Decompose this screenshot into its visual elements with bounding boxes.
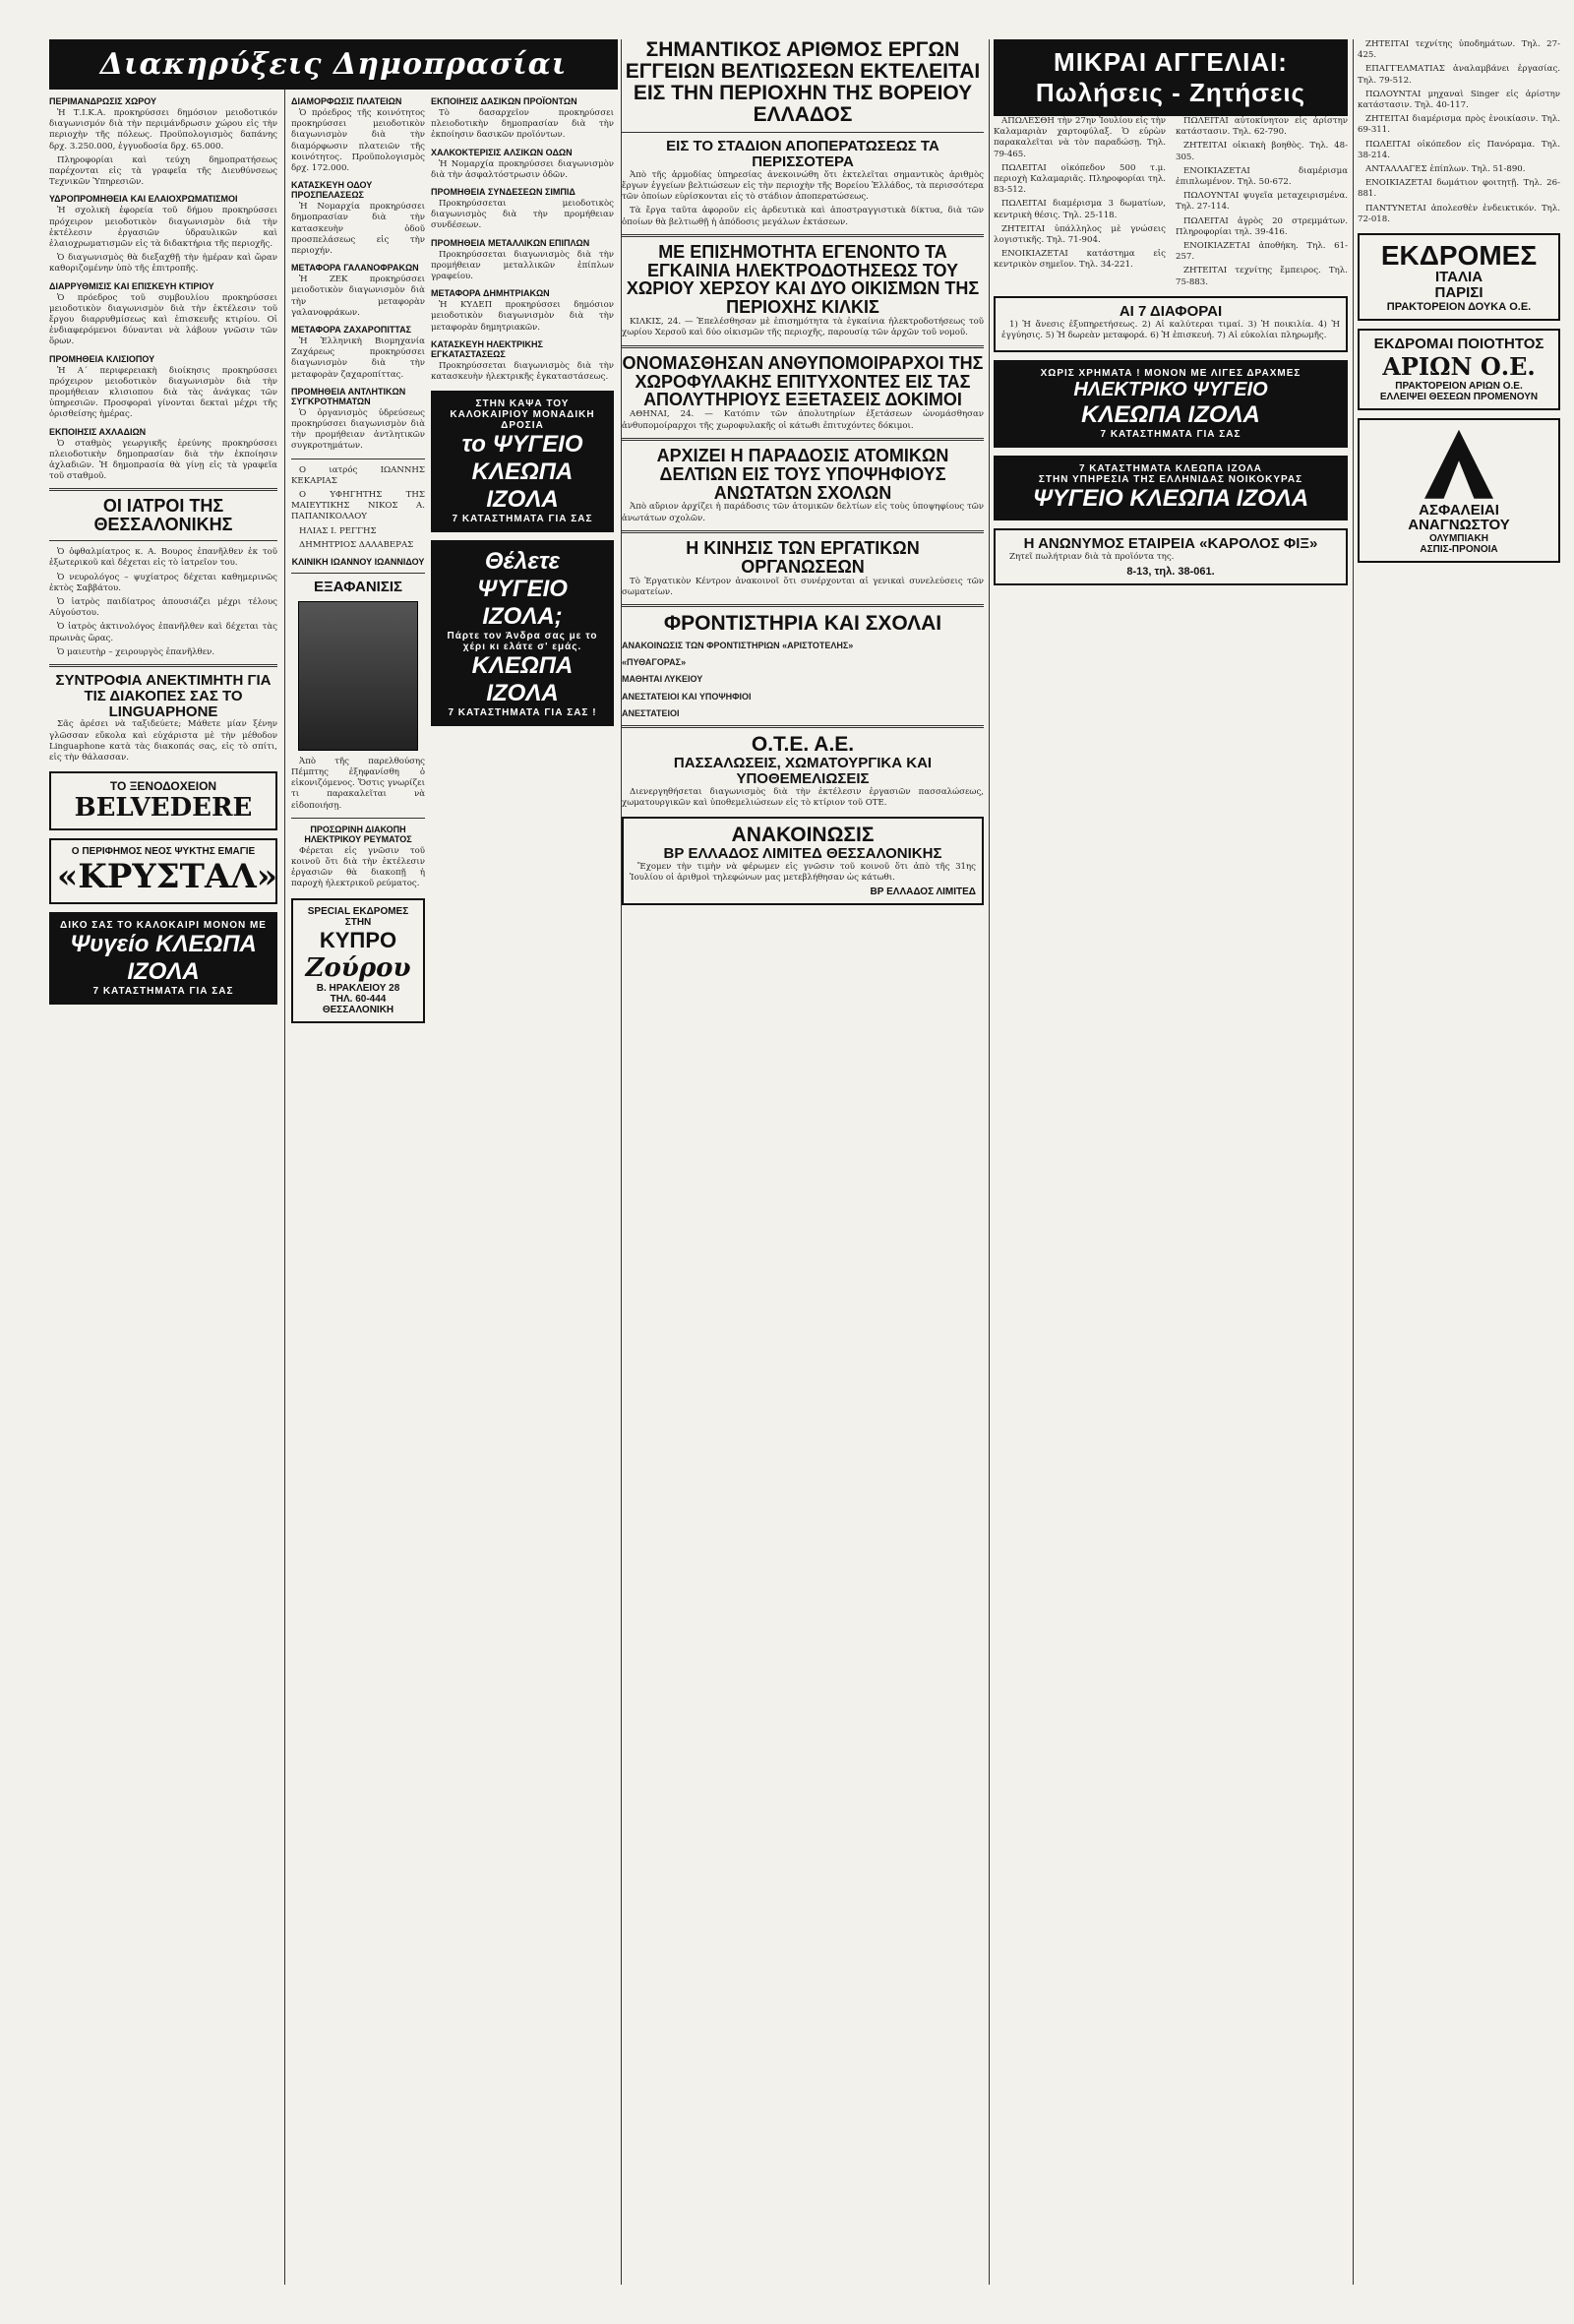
- body-text-block: Ἡ σχολικὴ ἐφορεία τοῦ δήμου προκηρύσσει πρόχειρον μειοδοτικὸν διαγωνισμὸν διὰ τὴν ἐκτέλεσιν ἐργασιῶν ὑδραυλικῶν καὶ ἐλαιοχρωματισμῶν εἰς τὰ διδακτήρια τῆς περιοχῆς. Ὁ διαγωνισμὸς θὰ διεξαχθῇ τὴν ἡμέραν καὶ ὥραν καθοριζομένην ὑπὸ τῆς ἐπιτροπῆς.: [49, 206, 277, 275]
- classifieds-list: ΑΠΩΛΕΣΘΗ τὴν 27ην Ἰουλίου εἰς τὴν Καλαμαριὰν χαρτοφύλαξ. Ὁ εὑρὼν παρακαλεῖται νὰ τὸν παραδώσῃ. Τηλ. 79-465. ΠΩΛΕΙΤΑΙ οἰκόπεδον 500 τ.μ. περιοχὴ Καλαμαριᾶς. Πληροφορίαι τηλ. 83-512. ΠΩΛΕΙΤΑΙ διαμέρισμα 3 δωματίων, κεντρικὴ θέσις. Τηλ. 25-118. ΖΗΤΕΙΤΑΙ ὑπάλληλος μὲ γνώσεις λογιστικῆς. Τηλ. 71-904. ΕΝΟΙΚΙΑΖΕΤΑΙ κατάστημα εἰς κεντρικὸν σημεῖον. Τηλ. 34-221. ΠΩΛΕΙΤΑΙ αὐτοκίνητον εἰς ἀρίστην κατάστασιν. Τηλ. 62-790. ΖΗΤΕΙΤΑΙ οἰκιακὴ βοηθὸς. Τηλ. 48-305. ΕΝΟΙΚΙΑΖΕΤΑΙ διαμέρισμα ἐπιπλωμένον. Τηλ. 50-672. ΠΩΛΟΥΝΤΑΙ ψυγεῖα μεταχειρισμένα. Τηλ. 27-114. ΠΩΛΕΙΤΑΙ ἀγρὸς 20 στρεμμάτων. Πληροφορίαι τηλ. 39-416. ΕΝΟΙΚΙΑΖΕΤΑΙ ἀποθήκη. Τηλ. 61-257. ΖΗΤΕΙΤΑΙ τεχνίτης ἔμπειρος. Τηλ. 75-883.: [994, 116, 1348, 287]
- item-title: ΠΕΡΙΜΑΝΔΡΩΣΙΣ ΧΩΡΟΥ: [49, 96, 156, 106]
- column-4-news: [622, 39, 984, 2285]
- item-title: ΠΡΟΜΗΘΕΙΑ ΚΛΙΣΙΟΠΟΥ: [49, 353, 155, 364]
- announcement-subtitle: ΒΡ ΕΛΛΑΔΟΣ ΛΙΜΙΤΕΔ ΘΕΣΣΑΛΟΝΙΚΗΣ: [663, 845, 942, 863]
- body-text-block: Ὁ πρόεδρος τοῦ συμβουλίου προκηρύσσει μειοδοτικὸν διαγωνισμὸν διὰ τὴν ἐκτέλεσιν τοῦ ἔργου διαρρυθμίσεως καὶ ἐπισκευῆς κτιρίου. Οἱ ἐνδιαφερόμενοι δύνανται νὰ λάβουν γνῶσιν τῶν ὅρων.: [49, 292, 277, 347]
- body-text-block: Φέρεται εἰς γνῶσιν τοῦ κοινοῦ ὅτι διὰ τὴν ἐκτέλεσιν ἐργασιῶν θὰ διακοπῇ ἡ παροχὴ ἠλεκτρικοῦ ρεύματος.: [291, 845, 425, 889]
- kleopa-ad-headline: ΗΛΕΚΤΡΙΚΟ ΨΥΓΕΙΟ: [1073, 379, 1268, 400]
- notice-title: Η ΑΝΩΝΥΜΟΣ ΕΤΑΙΡΕΙΑ «ΚΑΡΟΛΟΣ ΦΙΞ»: [1023, 535, 1318, 552]
- anagnostou-logo-icon: [1424, 430, 1493, 499]
- doctor-entry: ΗΛΙΑΣ Ι. ΡΕΓΓΗΣ: [299, 525, 377, 536]
- kleopa-ad-line: 7 ΚΑΤΑΣΤΗΜΑΤΑ ΓΙΑ ΣΑΣ: [92, 986, 234, 998]
- item-title: ΕΚΠΟΙΗΣΙΣ ΔΑΣΙΚΩΝ ΠΡΟΪΟΝΤΩΝ: [431, 96, 577, 106]
- column-6: [1358, 39, 1560, 2285]
- article-body: Ἀπὸ αὔριον ἀρχίζει ἡ παράδοσις τῶν ἀτομικῶν δελτίων εἰς τοὺς ὑποψηφίους τῶν ἀνωτάτων σχολῶν.: [622, 502, 984, 523]
- school-title: «ΠΥΘΑΓΟΡΑΣ»: [622, 657, 687, 668]
- divider: [291, 573, 425, 574]
- bp-announcement: [622, 817, 984, 905]
- item-title: ΜΕΤΑΦΟΡΑ ΓΑΛΑΝΟΦΡΑΚΩΝ: [291, 263, 419, 274]
- divider: [622, 604, 984, 607]
- item-title: ΠΡΟΜΗΘΕΙΑ ΣΥΝΔΕΣΕΩΝ ΣΙΜΠΙΔ: [431, 187, 575, 198]
- body-text-block: Ἡ Νομαρχία προκηρύσσει δημοπρασίαν διὰ τὴν κατασκευὴν ὁδοῦ προσπελάσεως εἰς τὴν περιοχήν.: [291, 202, 425, 257]
- schools-listing: [622, 641, 984, 719]
- headline: ΟΝΟΜΑΣΘΗΣΑΝ ΑΝΘΥΠΟΜΟΙΡΑΡΧΟΙ ΤΗΣ ΧΩΡΟΦΥΛΑΚΗΣ ΕΠΙΤΥΧΟΝΤΕΣ ΕΙΣ ΤΑΣ ΑΠΟΛΥΤΗΡΙΟΥΣ ΕΞΕΤΑΣΕΙΣ ΔΟΚΙΜΟΙ: [622, 352, 984, 410]
- article-body: Ἀπὸ τῆς ἁρμοδίας ὑπηρεσίας ἀνεκοινώθη ὅτι ἐκτελεῖται σημαντικὸς ἀριθμὸς ἔργων ἐγγείων βελτιώσεων εἰς τὴν περιοχὴν τῆς Βορείου Ἑλλάδος, τὰ περισσότερα τῶν ὁποίων εὑρίσκονται εἰς τὸ στάδιον ἀποπερατώσεως. Τὰ ἔργα ταῦτα ἀφοροῦν εἰς ἀρδευτικὰ καὶ ἀποστραγγιστικὰ δίκτυα, διὰ τῶν ὁποίων θὰ βελτιωθῇ ἡ ἀπόδοσις μεγάλων ἐκτάσεων.: [622, 169, 984, 227]
- body-text-block: Ὁ ὀργανισμὸς ὑδρεύσεως προκηρύσσει διαγωνισμὸν διὰ τὴν προμήθειαν ἀντλητικῶν συγκροτημάτων.: [291, 407, 425, 452]
- cyprus-travel-ad: [291, 898, 425, 1023]
- tours-title: ΕΚΔΡΟΜΑΙ ΠΟΙΟΤΗΤΟΣ: [1373, 335, 1544, 352]
- insurance-line: ΟΛΥΜΠΙΑΚΗ: [1429, 533, 1488, 545]
- krystal-ad-brand: «ΚΡΥΣΤΑΛ»: [57, 857, 277, 897]
- notice-body: Ζητεῖ πωλήτριαν διὰ τὰ προϊόντα της.: [1009, 551, 1175, 562]
- item-title: ΥΔΡΟΠΡΟΜΗΘΕΙΑ ΚΑΙ ΕΛΑΙΟΧΡΩΜΑΤΙΣΜΟΙ: [49, 194, 238, 205]
- clinic-title: ΚΛΙΝΙΚΗ ΙΩΑΝΝΟΥ ΙΩΑΝΝΙΔΟΥ: [291, 557, 425, 568]
- kleopa-ad-line: Πάρτε τον Άνδρα σας με το χέρι κι ελάτε σ' εμάς.: [447, 631, 598, 653]
- headline: ΑΡΧΙΖΕΙ Η ΠΑΡΑΔΟΣΙΣ ΑΤΟΜΙΚΩΝ ΔΕΛΤΙΩΝ ΕΙΣ ΤΟΥΣ ΥΠΟΨΗΦΙΟΥΣ ΑΝΩΤΑΤΩΝ ΣΧΟΛΩΝ: [656, 445, 949, 503]
- item-title: ΠΡΟΜΗΘΕΙΑ ΜΕΤΑΛΛΙΚΩΝ ΕΠΙΠΛΩΝ: [431, 237, 590, 248]
- linguaphone-heading: ΣΥΝΤΡΟΦΙΑ ΑΝΕΚΤΙΜΗΤΗ ΓΙΑ ΤΙΣ ΔΙΑΚΟΠΕΣ ΣΑΣ ΤΟ LINGUAPHONE: [55, 672, 272, 720]
- body-text-block: Ἡ Ἑλληνικὴ Βιομηχανία Ζαχάρεως προκηρύσσει διαγωνισμὸν διὰ τὴν μεταφορὰν ζαχαροπίττας.: [291, 336, 425, 380]
- kleopa-ad-line: ΣΤΗΝ ΥΠΗΡΕΣΙΑ ΤΗΣ ΕΛΛΗΝΙΔΑΣ ΝΟΙΚΟΚΥΡΑΣ: [1038, 474, 1303, 485]
- krystal-ad-line: Ο ΠΕΡΙΦΗΜΟΣ ΝΕΟΣ ΨΥΚΤΗΣ ΕΜΑΓΙΕ: [71, 846, 256, 858]
- item-title: ΧΑΛΚΟΚΤΕΡΙΣΙΣ ΑΛΣΙΚΩΝ ΟΔΩΝ: [431, 147, 573, 157]
- body-text-block: Προκηρύσσεται μειοδοτικὸς διαγωνισμὸς διὰ τὴν προμήθειαν συνδέσεων.: [431, 199, 614, 231]
- divider: [49, 664, 277, 667]
- body-text-block: Ἡ ΚΥΔΕΠ προκηρύσσει δημόσιον μειοδοτικὸν διαγωνισμὸν διὰ τὴν μεταφορὰν δημητριακῶν.: [431, 300, 614, 333]
- announcement-title: ΑΝΑΚΟΙΝΩΣΙΣ: [731, 824, 875, 847]
- kleopa-ad: [49, 912, 277, 1005]
- obituary-title: ΕΞΑΦΑΝΙΣΙΣ: [314, 579, 402, 596]
- item-title: ΔΙΑΡΡΥΘΜΙΣΙΣ ΚΑΙ ΕΠΙΣΚΕΥΗ ΚΤΙΡΙΟΥ: [49, 280, 214, 291]
- kleopa-ad: [994, 360, 1348, 448]
- insurance-line: ΑΣΠΙΣ-ΠΡΟΝΟΙΑ: [1420, 544, 1498, 556]
- article-body: Τὸ Ἐργατικὸν Κέντρον ἀνακοινοῖ ὅτι συνέρχονται αἱ γενικαὶ συνελεύσεις τῶν σωματείων.: [622, 576, 984, 597]
- insurance-line: ΑΣΦΑΛΕΙΑΙ: [1419, 501, 1499, 519]
- item-title: ΚΑΤΑΣΚΕΥΗ ΟΔΟΥ ΠΡΟΣΠΕΛΑΣΕΩΣ: [291, 180, 373, 201]
- kleopa-ad-2: [431, 540, 614, 726]
- column-3: [431, 91, 614, 2285]
- school-title: ΑΝΕΣΤΑΤΕΙΟΙ: [622, 707, 680, 718]
- subheadline: ΕΙΣ ΤΟ ΣΤΑΔΙΟΝ ΑΠΟΠΕΡΑΤΩΣΕΩΣ ΤΑ ΠΕΡΙΣΣΟΤΕΡΑ: [666, 138, 939, 170]
- school-title: ΜΑΘΗΤΑΙ ΛΥΚΕΙΟΥ: [622, 674, 703, 685]
- tours-destination: ΠΑΡΙΣΙ: [1434, 284, 1483, 302]
- doctors-heading: ΟΙ ΙΑΤΡΟΙ ΤΗΣ ΘΕΣΣΑΛΟΝΙΚΗΣ: [93, 496, 233, 535]
- classifieds-banner: ΜΙΚΡΑΙ ΑΓΓΕΛΙΑΙ: Πωλήσεις - Ζητήσεις: [994, 39, 1348, 116]
- body-text-block: Ἡ Α΄ περιφερειακὴ διοίκησις προκηρύσσει πρόχειρον μειοδοτικὸν διαγωνισμὸν διὰ τὴν προμήθειαν κλισιοπου διὰ τὰς ἀνάγκας τῶν ὑπηρεσιῶν. Προσφοραὶ γίνονται δεκταὶ μέχρι τῆς ὁρισθείσης ἡμέρας.: [49, 365, 277, 420]
- kleopa-ad-line: 7 ΚΑΤΑΣΤΗΜΑΤΑ ΓΙΑ ΣΑΣ: [1100, 429, 1241, 440]
- article-body: Ἔχομεν τὴν τιμὴν νὰ φέρωμεν εἰς γνῶσιν τοῦ κοινοῦ ὅτι ἀπὸ τῆς 31ης Ἰουλίου οἱ ἀριθμοὶ τηλεφώνων μας μετεβλήθησαν ὡς κάτωθι.: [630, 861, 976, 884]
- doctor-entry: ΔΗΜΗΤΡΙΟΣ ΔΑΛΑΒΕΡΑΣ: [299, 539, 414, 550]
- column-5-classifieds: [994, 39, 1348, 2285]
- arion-tours-ad: [1358, 329, 1560, 410]
- kleopa-ad-headline: Θέλετε ΨΥΓΕΙΟ ΙΖΟΛΑ;: [477, 548, 568, 631]
- tours-agency: ΠΡΑΚΤΟΡΕΙΟΝ ΑΡΙΩΝ Ο.Ε.: [1395, 380, 1523, 392]
- body-text-block: Σᾶς ἀρέσει νὰ ταξιδεύετε; Μάθετε μίαν ξένην γλῶσσαν εὔκολα καὶ εὐχάριστα μὲ τὴν μέθοδον Linguaphone κατὰ τὰς διακοπάς σας, εἰς τὸ σπίτι, εἰς τὴν θάλασσαν.: [49, 719, 277, 763]
- kleopa-ad-line: ΣΤΗΝ ΚΑΨΑ ΤΟΥ ΚΑΛΟΚΑΙΡΙΟΥ ΜΟΝΑΔΙΚΗ ΔΡΟΣΙΑ: [450, 398, 595, 432]
- item-title: ΕΚΠΟΙΗΣΙΣ ΑΧΛΑΔΙΩΝ: [49, 426, 147, 437]
- section-title: ΑΙ 7 ΔΙΑΦΟΡΑΙ: [1119, 302, 1223, 320]
- tours-brand: ΑΡΙΩΝ Ο.Ε.: [1382, 351, 1536, 381]
- tours-agency: ΠΡΑΚΤΟΡΕΙΟΝ ΔΟΥΚΑ Ο.Ε.: [1386, 300, 1532, 313]
- article-body: Διενεργηθήσεται διαγωνισμὸς διὰ τὴν ἐκτέλεσιν ἐργασιῶν πασσαλώσεως, χωματουργικῶν καὶ ὑποθεμελιώσεων εἰς τὸ κτίριον τοῦ ΟΤΕ.: [622, 786, 984, 808]
- kleopa-ad-line: ΔΙΚΟ ΣΑΣ ΤΟ ΚΑΛΟΚΑΙΡΙ ΜΟΝΟΝ ΜΕ: [60, 920, 267, 932]
- doctor-entry: Ο ΥΦΗΓΗΤΗΣ ΤΗΣ ΜΑΙΕΥΤΙΚΗΣ ΝΙΚΟΣ Α. ΠΑΠΑΝΙΚΟΛΑΟΥ: [291, 490, 425, 522]
- column-rule: [1353, 39, 1354, 2285]
- hotel-ad-brand: BELVEDERE: [74, 793, 253, 824]
- announcement-signature: ΒΡ ΕΛΛΑΔΟΣ ΛΙΜΙΤΕΔ: [870, 887, 976, 898]
- article-body: 1) Ἡ ἄνεσις ἐξυπηρετήσεως. 2) Αἱ καλύτεραι τιμαί. 3) Ἡ ποικιλία. 4) Ἡ ἐγγύησις. 5) Ἡ δωρεὰν μεταφορά. 6) Ἡ ἐπισκευή. 7) Αἱ εὐκολίαι πληρωμῆς.: [1001, 319, 1340, 340]
- headline: ΜΕ ΕΠΙΣΗΜΟΤΗΤΑ ΕΓΕΝΟΝΤΟ ΤΑ ΕΓΚΑΙΝΙΑ ΗΛΕΚΤΡΟΔΟΤΗΣΕΩΣ ΤΟΥ ΧΩΡΙΟΥ ΧΕΡΣΟΥ ΚΑΙ ΔΥΟ ΟΙΚΙΣΜΩΝ ΤΗΣ ΠΕΡΙΟΧΗΣ ΚΙΛΚΙΣ: [626, 241, 980, 318]
- body-text-block: Προκηρύσσεται διαγωνισμὸς διὰ τὴν προμήθειαν μεταλλικῶν ἐπίπλων γραφείου.: [431, 249, 614, 282]
- kleopa-ad: [431, 391, 614, 532]
- kleopa-ad-brand: ΚΛΕΩΠΑ ΙΖΟΛΑ: [471, 652, 574, 707]
- auctions-banner: Διακηρύξεις Δημοπρασίαι: [49, 39, 618, 90]
- body-text-block: Ὁ πρόεδρος τῆς κοινότητος προκηρύσσει μειοδοτικὸν διαγωνισμὸν διὰ τὴν διαμόρφωσιν πλατειῶν τῆς κοινότητος. Προϋπολογισμὸς δρχ. 172.000.: [291, 108, 425, 174]
- article-body: ΑΘΗΝΑΙ, 24. — Κατόπιν τῶν ἀπολυτηρίων ἐξετάσεων ὠνομάσθησαν ἀνθυπομοίραρχοι τῆς χωροφυλακῆς οἱ κάτωθι ἐπιτυχόντες δόκιμοι.: [622, 409, 984, 431]
- kleopa-ad-brand: το ΨΥΓΕΙΟ ΚΛΕΩΠΑ ΙΖΟΛΑ: [461, 431, 583, 514]
- cyprus-ad-brand: Ζούρου: [305, 952, 411, 983]
- headline: ΦΡΟΝΤΙΣΤΗΡΙΑ ΚΑΙ ΣΧΟΛΑΙ: [663, 612, 942, 636]
- column-rule: [989, 39, 990, 2285]
- school-title: ΑΝΑΚΟΙΝΩΣΙΣ ΤΩΝ ΦΡΟΝΤΙΣΤΗΡΙΩΝ «ΑΡΙΣΤΟΤΕΛΗΣ»: [622, 641, 854, 651]
- kleopa-ad-brand: ΚΛΕΩΠΑ ΙΖΟΛΑ: [1081, 401, 1260, 428]
- headline: Η ΚΙΝΗΣΙΣ ΤΩΝ ΕΡΓΑΤΙΚΩΝ ΟΡΓΑΝΩΣΕΩΝ: [686, 537, 920, 577]
- kleopa-ad-2: [994, 456, 1348, 520]
- hotel-ad: [49, 771, 277, 830]
- body-text-block: Ἡ ΖΕΚ προκηρύσσει μειοδοτικὸν διαγωνισμὸν διὰ τὴν μεταφορὰν γαλανοφράκων.: [291, 275, 425, 318]
- article-body: ΚΙΛΚΙΣ, 24. — Ἐπελέσθησαν μὲ ἐπισημότητα τὰ ἐγκαίνια ἠλεκτροδοτήσεως τοῦ χωρίου Χερσοῦ καὶ δύο οἰκισμῶν τῆς περιοχῆς, παρουσίᾳ τῶν ἀρχῶν τοῦ νομοῦ.: [622, 317, 984, 338]
- cyprus-ad-city: ΘΕΣΣΑΛΟΝΙΚΗ: [322, 1004, 394, 1015]
- cyprus-ad-address: Β. ΗΡΑΚΛΕΙΟΥ 28: [316, 982, 400, 994]
- kleopa-ad-brand: ΨΥΓΕΙΟ ΚΛΕΩΠΑ ΙΖΟΛΑ: [1032, 485, 1309, 512]
- tours-destination: ΙΤΑΛΙΑ: [1434, 269, 1483, 286]
- divider: [622, 725, 984, 728]
- tours-footer: ΕΛΛΕΙΨΕΙ ΘΕΣΕΩΝ ΠΡΟΜΕΝΟΥΝ: [1379, 391, 1539, 402]
- doctors-listing: [291, 465, 425, 551]
- kleopa-ad-line: ΧΩΡΙΣ ΧΡΗΜΑΤΑ ! ΜΟΝΟΝ ΜΕ ΛΙΓΕΣ ΔΡΑΧΜΕΣ: [1040, 368, 1302, 379]
- body-text-block: Ἀπὸ τῆς παρελθούσης Πέμπτης ἐξηφανίσθη ὁ εἰκονιζόμενος. Ὅστις γνωρίζει τι παρακαλεῖται νὰ εἰδοποιήσῃ.: [291, 756, 425, 811]
- hotel-ad-line: ΤΟ ΞΕΝΟΔΟΧΕΙΟΝ: [109, 779, 217, 794]
- doctor-entry: Ο ιατρός ΙΩΑΝΝΗΣ ΚΕΚΑΡΙΑΣ: [291, 464, 425, 486]
- item-title: ΚΑΤΑΣΚΕΥΗ ΗΛΕΚΤΡΙΚΗΣ ΕΓΚΑΤΑΣΤΑΣΕΩΣ: [431, 338, 543, 359]
- classifieds-list: ΖΗΤΕΙΤΑΙ τεχνίτης ὑποδημάτων. Τηλ. 27-425. ΕΠΑΓΓΕΛΜΑΤΙΑΣ ἀναλαμβάνει ἐργασίας. Τηλ. 79-512. ΠΩΛΟΥΝΤΑΙ μηχαναὶ Singer εἰς ἀρίστην κατάστασιν. Τηλ. 40-117. ΖΗΤΕΙΤΑΙ διαμέρισμα πρὸς ἐνοικίασιν. Τηλ. 69-311. ΠΩΛΕΙΤΑΙ οἰκόπεδον εἰς Πανόραμα. Τηλ. 38-214. ΑΝΤΑΛΛΑΓΕΣ ἐπίπλων. Τηλ. 51-890. ΕΝΟΙΚΙΑΖΕΤΑΙ δωμάτιον φοιτητῇ. Τηλ. 26-881. ΠΑΝΤΥΝΕΤΑΙ ἀπολεσθὲν ἐνδεικτικόν. Τηλ. 72-018.: [1358, 39, 1560, 224]
- divider: [622, 234, 984, 237]
- italy-tours-ad: [1358, 233, 1560, 321]
- cyprus-ad-phone: ΤΗΛ. 60-444: [330, 993, 387, 1005]
- divider: [49, 488, 277, 491]
- dei-notice-title: ΠΡΟΣΩΡΙΝΗ ΔΙΑΚΟΠΗ ΗΛΕΚΤΡΙΚΟΥ ΡΕΥΜΑΤΟΣ: [304, 824, 412, 844]
- kleopa-ad-line: 7 ΚΑΤΑΣΤΗΜΑΤΑ ΚΛΕΩΠΑ ΙΖΟΛΑ: [1078, 463, 1263, 474]
- kleopa-ad-line: 7 ΚΑΤΑΣΤΗΜΑΤΑ ΓΙΑ ΣΑΣ !: [448, 707, 597, 719]
- item-title: ΜΕΤΑΦΟΡΑ ΔΗΜΗΤΡΙΑΚΩΝ: [431, 288, 550, 299]
- insurance-ad: [1358, 418, 1560, 564]
- divider: [622, 345, 984, 348]
- doctors-listing: Ὁ ὀφθαλμίατρος κ. Α. Βουρος ἐπανῆλθεν ἐκ τοῦ ἐξωτερικοῦ καὶ δέχεται εἰς τὸ ἰατρεῖον του. Ὁ νευρολόγος – ψυχίατρος δέχεται καθημερινῶς ἐκτὸς Σαββάτου. Ὁ ἰατρὸς παιδίατρος ἀπουσιάζει μέχρι τέλους Αὐγούστου. Ὁ ἰατρὸς ἀκτινολόγος ἐπανῆλθεν καὶ δέχεται τὰς πρωινὰς ὥρας. Ὁ μαιευτὴρ – χειρουργὸς ἐπανῆλθεν.: [49, 547, 277, 657]
- portrait-photo: [298, 601, 418, 751]
- insurance-brand: ΑΝΑΓΝΩΣΤΟΥ: [1408, 517, 1510, 534]
- ote-title: Ο.Τ.Ε. Α.Ε.: [751, 733, 855, 757]
- item-title: ΜΕΤΑΦΟΡΑ ΖΑΧΑΡΟΠΙΤΤΑΣ: [291, 325, 412, 336]
- seven-differences-box: [994, 296, 1348, 352]
- cyprus-ad-line: SPECIAL ΕΚΔΡΟΜΕΣ ΣΤΗΝ: [307, 905, 409, 928]
- body-text-block: Ἡ Τ.Ι.Κ.Α. προκηρύσσει δημόσιον μειοδοτικόν διαγωνισμόν διὰ τὴν περιμάνδρωσιν χώρου εἰς τὴν περιοχὴν τῆς πόλεως. Προϋπολογισμὸς δαπάνης δρχ. 3.250.000, ἐγγυοδοσία δρχ. 65.000. Πληροφορίαι καὶ τεύχη δημοπρατήσεως παρέχονται εἰς τὰ γραφεῖα τῆς Διευθύνσεως Τεχνικῶν Ὑπηρεσιῶν.: [49, 108, 277, 188]
- body-text-block: Ἡ Νομαρχία προκηρύσσει διαγωνισμὸν διὰ τὴν ἀσφαλτόστρωσιν ὁδῶν.: [431, 158, 614, 180]
- item-title: ΔΙΑΜΟΡΦΩΣΙΣ ΠΛΑΤΕΙΩΝ: [291, 96, 402, 106]
- karolos-fix-notice: [994, 528, 1348, 585]
- ote-subtitle: ΠΑΣΣΑΛΩΣΕΙΣ, ΧΩΜΑΤΟΥΡΓΙΚΑ ΚΑΙ ΥΠΟΘΕΜΕΛΙΩΣΕΙΣ: [673, 755, 933, 787]
- column-2: [291, 91, 425, 2285]
- body-text-block: Τὸ δασαρχεῖον προκηρύσσει πλειοδοτικὴν δημοπρασίαν διὰ τὴν ἐκποίησιν δασικῶν προϊόντων.: [431, 108, 614, 141]
- kleopa-ad-line: 7 ΚΑΤΑΣΤΗΜΑΤΑ ΓΙΑ ΣΑΣ: [452, 514, 593, 525]
- divider: [622, 132, 984, 133]
- divider: [622, 530, 984, 533]
- tours-title: ΕΚΔΡΟΜΕΣ: [1380, 240, 1538, 272]
- column-1: [49, 91, 277, 2285]
- cyprus-ad-destination: ΚΥΠΡΟ: [319, 927, 397, 952]
- krystal-ad: [49, 838, 277, 904]
- divider: [622, 438, 984, 441]
- divider: [291, 818, 425, 819]
- kleopa-ad-brand: Ψυγείο ΚΛΕΩΠΑ ΙΖΟΛΑ: [70, 931, 257, 986]
- item-title: ΠΡΟΜΗΘΕΙΑ ΑΝΤΛΗΤΙΚΩΝ ΣΥΓΚΡΟΤΗΜΑΤΩΝ: [291, 386, 406, 406]
- headline: ΣΗΜΑΝΤΙΚΟΣ ΑΡΙΘΜΟΣ ΕΡΓΩΝ ΕΓΓΕΙΩΝ ΒΕΛΤΙΩΣΕΩΝ ΕΚΤΕΛΕΙΤΑΙ ΕΙΣ ΤΗΝ ΠΕΡΙΟΧΗΝ ΤΗΣ ΒΟΡΕΙΟΥ ΕΛΛΑΔΟΣ: [625, 39, 981, 127]
- body-text-block: Προκηρύσσεται διαγωνισμὸς διὰ τὴν κατασκευὴν ἠλεκτρικῆς ἐγκαταστάσεως.: [431, 360, 614, 383]
- body-text-block: Ὁ σταθμὸς γεωργικῆς ἐρεύνης προκηρύσσει πλειοδοτικὴν δημοπρασίαν διὰ τὴν ἐκποίησιν ἀχλαδιῶν. Ἡ δημοπρασία θὰ γίνῃ εἰς τὰ γραφεῖα τοῦ σταθμοῦ.: [49, 438, 277, 482]
- school-title: ΑΝΕΣΤΑΤΕΙΟΙ ΚΑΙ ΥΠΟΨΗΦΙΟΙ: [622, 691, 752, 702]
- notice-contact: 8-13, τηλ. 38-061.: [1126, 565, 1215, 578]
- divider: [49, 540, 277, 541]
